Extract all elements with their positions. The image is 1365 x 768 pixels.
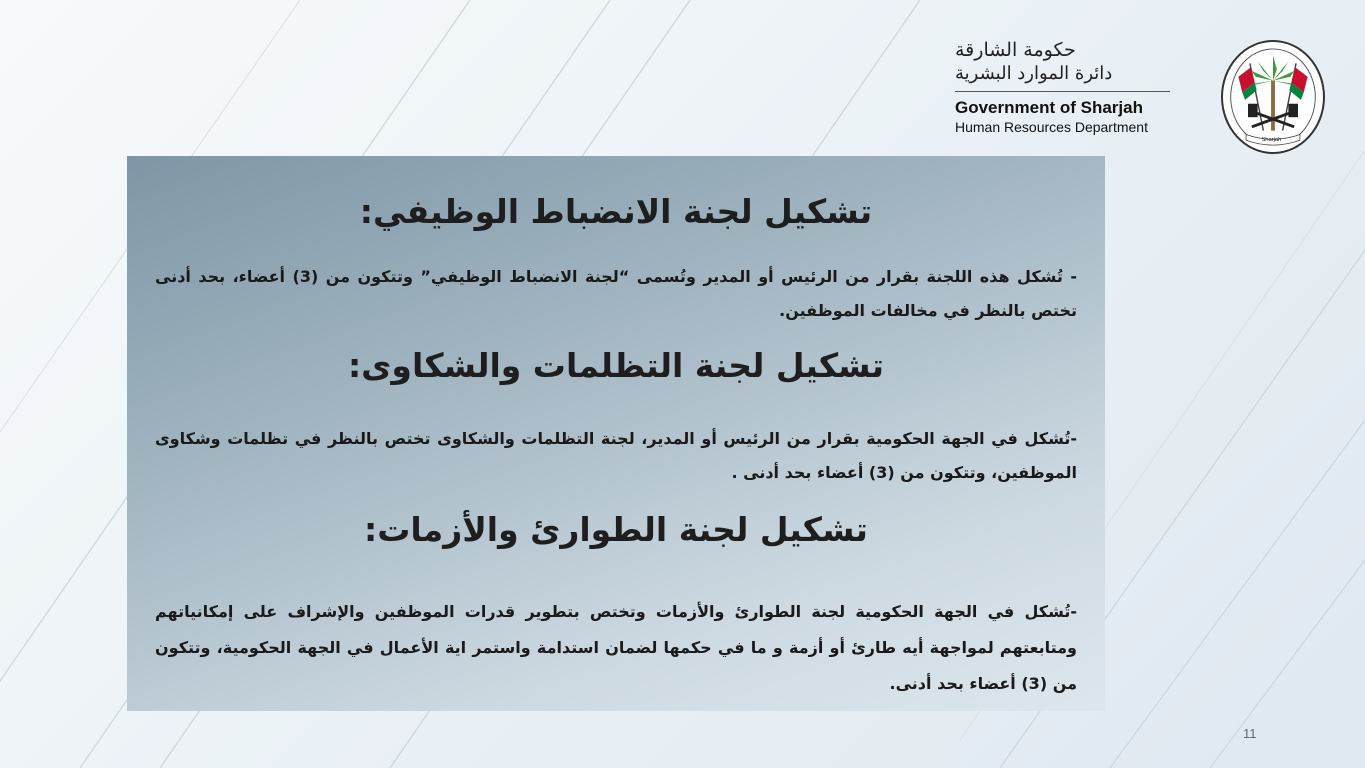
- emblem-label: Sharjah: [1261, 137, 1282, 144]
- english-government-name: Government of Sharjah: [955, 98, 1143, 117]
- grievances-committee-text: -تُشكل في الجهة الحكومية بقرار من الرئيس أو المدير، لجنة التظلمات والشكاوى تختص بالنظر في تظلمات وشكاوى الموظفين، وتتكون من (3) أعضاء بحد أدنى .: [155, 429, 1077, 482]
- disciplinary-committee-heading: تشكيل لجنة الانضباط الوظيفي:: [359, 192, 873, 231]
- page-number: 11: [1243, 726, 1257, 741]
- english-department-name: Human Resources Department: [955, 119, 1148, 135]
- arabic-department-name: دائرة الموارد البشرية: [955, 63, 1113, 84]
- sharjah-emblem-icon: [1221, 40, 1325, 154]
- emergency-committee-text: -تُشكل في الجهة الحكومية لجنة الطوارئ والأزمات وتختص بتطوير قدرات الموظفين والإشراف على إمكانياتهم ومتابعتهم لمواجهة أيه طارئ أو أزمة و ما في حكمها لضمان استدامة واستمر اية الأعمال في الجهة الحكومية، وتتكون من (3) أعضاء بحد أدنى.: [155, 602, 1077, 693]
- arabic-government-name: حكومة الشارقة: [955, 39, 1076, 61]
- logo-divider: [955, 91, 1170, 92]
- grievances-committee-heading: تشكيل لجنة التظلمات والشكاوى:: [347, 346, 884, 385]
- header-logo: [955, 38, 1325, 160]
- emergency-committee-heading: تشكيل لجنة الطوارئ والأزمات:: [364, 510, 868, 549]
- disciplinary-committee-text: - تُشكل هذه اللجنة بقرار من الرئيس أو المدير وتُسمى “لجنة الانضباط الوظيفي” وتتكون من (3) أعضاء، بحد أدنى تختص بالنظر في مخالفات الموظفين.: [155, 267, 1078, 320]
- content-panel: [127, 156, 1105, 711]
- organization-name: [955, 38, 1195, 136]
